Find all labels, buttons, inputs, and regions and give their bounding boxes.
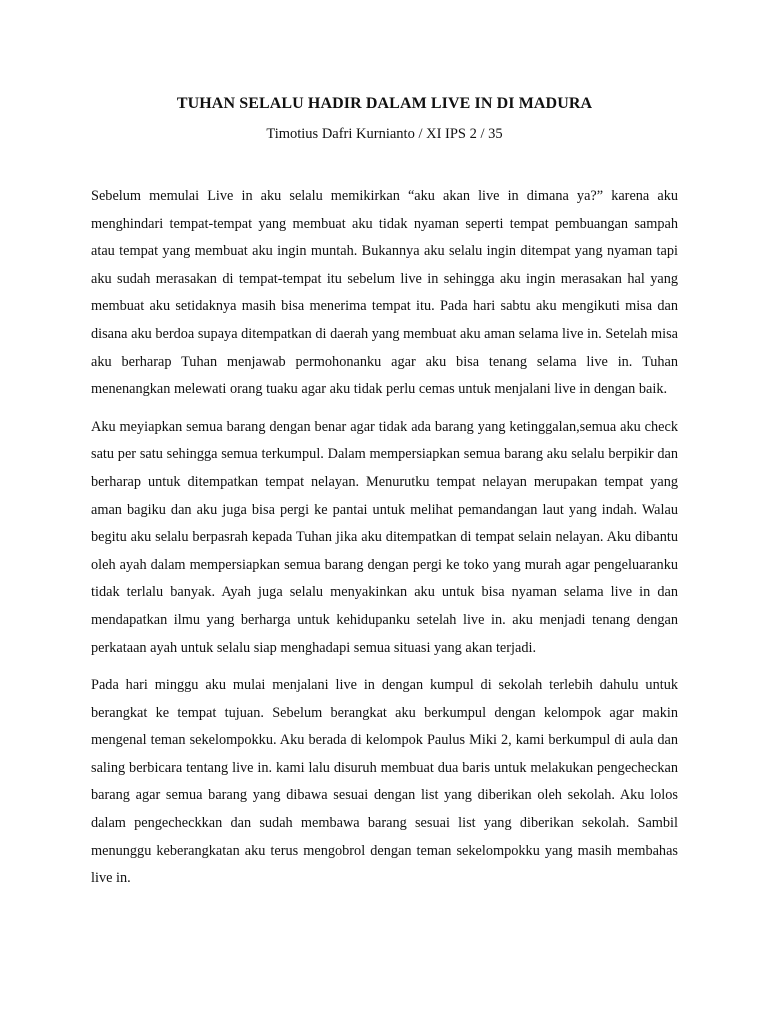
document-body	[91, 183, 678, 893]
paragraph-1: Sebelum memulai Live in aku selalu memikirkan “aku akan live in dimana ya?” karena aku menghindari tempat-tempat yang membuat aku tidak nyaman seperti tempat pembuangan sampah atau tempat yang membuat aku ingin muntah. Bukannya aku selalu ingin ditempat yang nyaman tapi aku sudah merasakan di tempat-tempat itu sebelum live in sehingga aku ingin merasakan hal yang membuat aku setidaknya masih bisa menerima tempat itu. Pada hari sabtu aku mengikuti misa dan disana aku berdoa supaya ditempatkan di daerah yang membuat aku aman selama live in. Setelah misa aku berharap Tuhan menjawab permohonanku agar aku bisa tenang selama live in. Tuhan menenangkan melewati orang tuaku agar aku tidak perlu cemas untuk menjalani live in dengan baik.	[91, 188, 678, 398]
paragraph-3: Pada hari minggu aku mulai menjalani live in dengan kumpul di sekolah terlebih dahulu untuk berangkat ke tempat tujuan. Sebelum berangkat aku berkumpul dengan kelompok agar makin mengenal teman sekelompokku. Aku berada di kelompok Paulus Miki 2, kami berkumpul di aula dan saling berbicara tentang live in. kami lalu disuruh membuat dua baris untuk melakukan pengecheckan barang agar semua barang yang dibawa sesuai dengan list yang diberikan oleh sekolah. Aku lolos dalam pengecheckkan dan sudah membawa barang sesuai list yang diberikan sekolah. Sambil menunggu keberangkatan aku terus mengobrol dengan teman sekelompokku yang masih membahas live in.	[91, 677, 678, 887]
paragraph-2: Aku meyiapkan semua barang dengan benar agar tidak ada barang yang ketinggalan,semua aku check satu per satu sehingga semua terkumpul. Dalam mempersiapkan semua barang aku selalu berpikir dan berharap untuk ditempatkan tempat nelayan. Menurutku tempat nelayan merupakan tempat yang aman bagiku dan aku juga bisa pergi ke pantai untuk melihat pemandangan laut yang indah. Walau begitu aku selalu berpasrah kepada Tuhan jika aku ditempatkan di tempat selain nelayan. Aku dibantu oleh ayah dalam mempersiapkan semua barang dengan pergi ke toko yang murah agar pengeluaranku tidak terlalu banyak. Ayah juga selalu menyakinkan aku untuk bisa nyaman selama live in dan mendapatkan ilmu yang berharga untuk kehidupanku setelah live in. aku menjadi tenang dengan perkataan ayah untuk selalu siap menghadapi semua situasi yang akan terjadi.	[91, 418, 678, 656]
document-page	[91, 92, 678, 903]
document-title: TUHAN SELALU HADIR DALAM LIVE IN DI MADURA	[176, 95, 593, 112]
author-line: Timotius Dafri Kurnianto / XI IPS 2 / 35	[266, 126, 503, 142]
